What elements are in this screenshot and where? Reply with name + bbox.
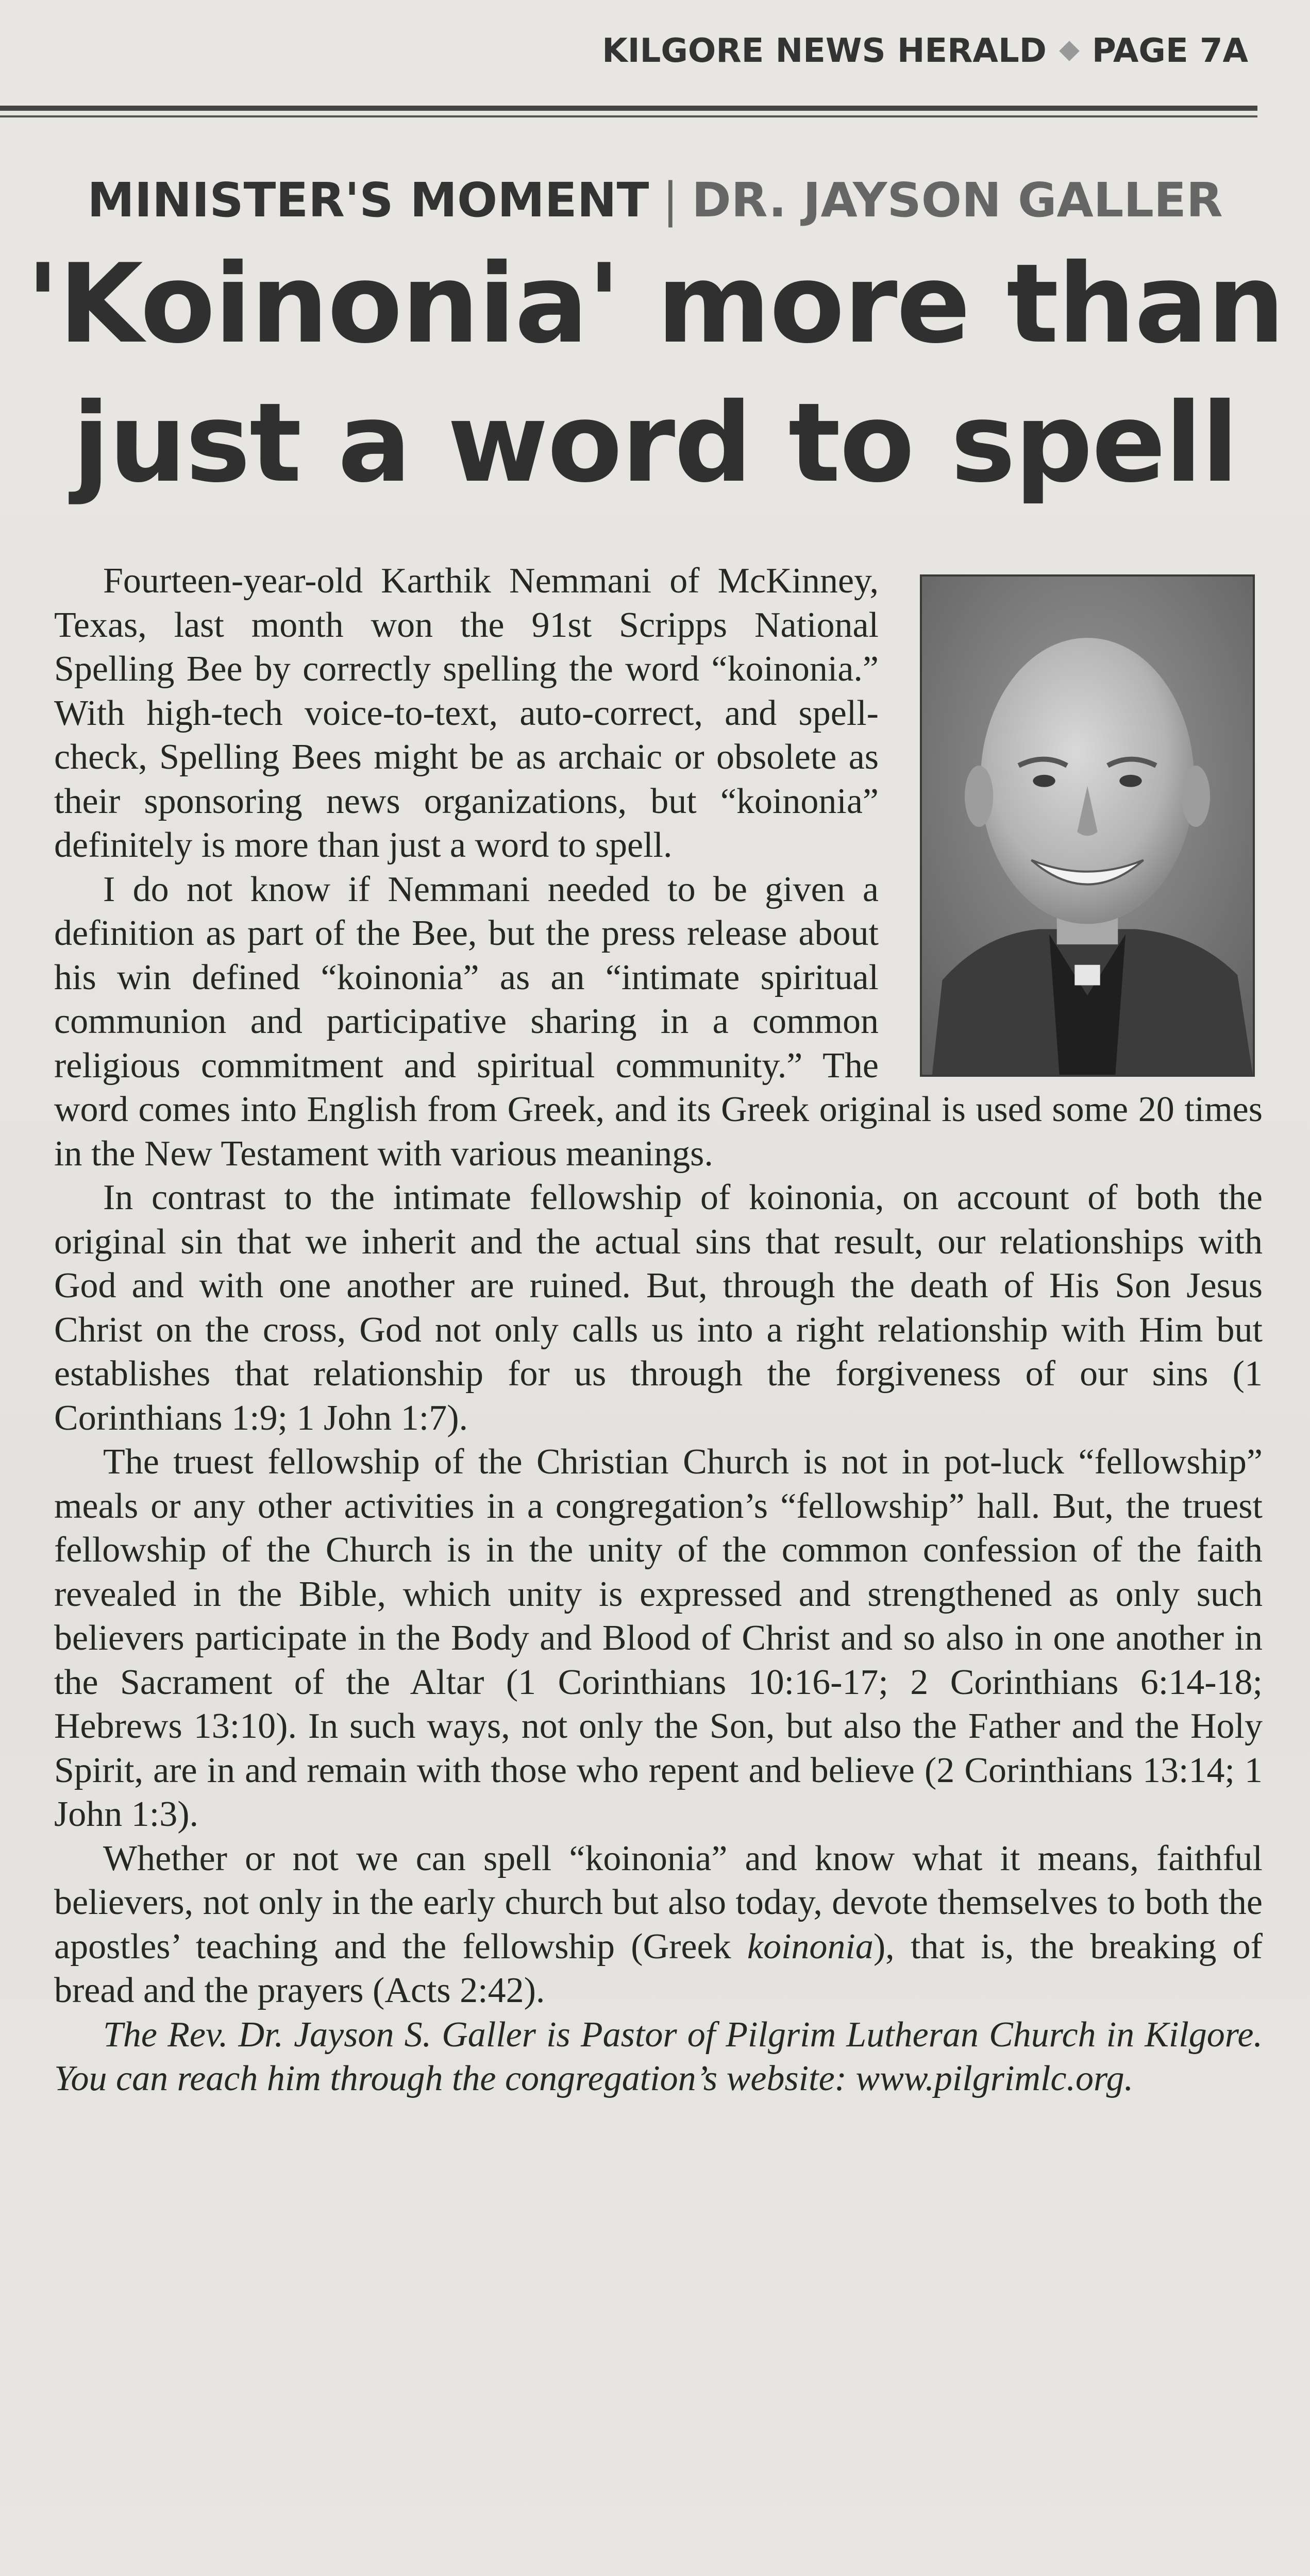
article-paragraph-5 bbox=[54, 1837, 1263, 2013]
article-paragraph-4: The truest fellowship of the Christian Church is not in pot-luck “fellowship” meals or any other activities in a congregation’s “fellowship” hall. But, the truest fellowship of the Church is in the unity of the common confession of the faith revealed in the Bible, which unity is expressed and strengthened as only such believers participate in the Body and Blood of Christ and so also in one another in the Sacrament of the Altar (1 Corinthians 10:16-17; 2 Corinthians 6:14-18; Hebrews 13:10). In such ways, not only the Son, but also the Father and the Holy Spirit, are in and remain with those who repent and believe (2 Corinthians 13:14; 1 John 1:3). bbox=[54, 1442, 1263, 1834]
headline-line-1: 'Koinonia' more than bbox=[26, 240, 1284, 367]
column-name: MINISTER'S MOMENT bbox=[87, 173, 649, 228]
diamond-icon bbox=[1058, 40, 1081, 62]
headline-line-2: just a word to spell bbox=[72, 379, 1238, 506]
article-body bbox=[54, 559, 1263, 2101]
page-number: PAGE 7A bbox=[1091, 32, 1248, 70]
paragraph-5-text-b: ), that is, the breaking of bread and the prayers (Acts 2:42). bbox=[54, 1926, 1263, 2010]
column-kicker bbox=[0, 173, 1310, 228]
author-portrait-image bbox=[920, 574, 1255, 1077]
headline bbox=[0, 234, 1310, 513]
portrait-graphic bbox=[922, 577, 1253, 1075]
greek-word: koinonia bbox=[747, 1926, 874, 1967]
author-name: DR. JAYSON GALLER bbox=[692, 173, 1223, 228]
kicker-separator: | bbox=[662, 173, 679, 228]
paper-name: KILGORE NEWS HERALD bbox=[602, 32, 1047, 70]
author-byline: The Rev. Dr. Jayson S. Galler is Pastor of Pilgrim Lutheran Church in Kilgore. You can reach him through the congregation’s website: www.pilgrimlc.org. bbox=[54, 2014, 1263, 2098]
article-paragraph-1: Fourteen-year-old Karthik Nemmani of McKinney, Texas, last month won the 91st Scripps National Spelling Bee by correctly spelling the word “koinonia.” With high-tech voice-to-text, auto-correct, and spell-check, Spelling Bees might be as archaic or obsolete as their sponsoring news organizations, but “koinonia” definitely is more than just a word to spell. bbox=[54, 559, 1263, 868]
masthead bbox=[602, 32, 1248, 70]
paragraph-5-text-a: Whether or not we can spell “koinonia” and know what it means, faithful believers, not only in the early church but also today, devote themselves to both the apostles’ teaching and the fellowship (Greek bbox=[54, 1838, 1263, 1967]
masthead-rule bbox=[0, 106, 1257, 111]
article-paragraph-3: In contrast to the intimate fellowship of koinonia, on account of both the original sin that we inherit and the actual sins that result, our relationships with God and with one another are ruined. But, through the death of His Son Jesus Christ on the cross, God not only calls us into a right relationship with Him but establishes that relationship for us through the forgiveness of our sins (1 Corinthians 1:9; 1 John 1:7). bbox=[54, 1178, 1263, 1438]
article-paragraph-2: I do not know if Nemmani needed to be given a definition as part of the Bee, but the press release about his win defined “koinonia” as an “intimate spiritual communion and participative sharing in a common religious commitment and spiritual community.” The word comes into English from Greek, and its Greek original is used some 20 times in the New Testament with various meanings. bbox=[54, 869, 1263, 1174]
masthead-rule-thin bbox=[0, 115, 1257, 117]
